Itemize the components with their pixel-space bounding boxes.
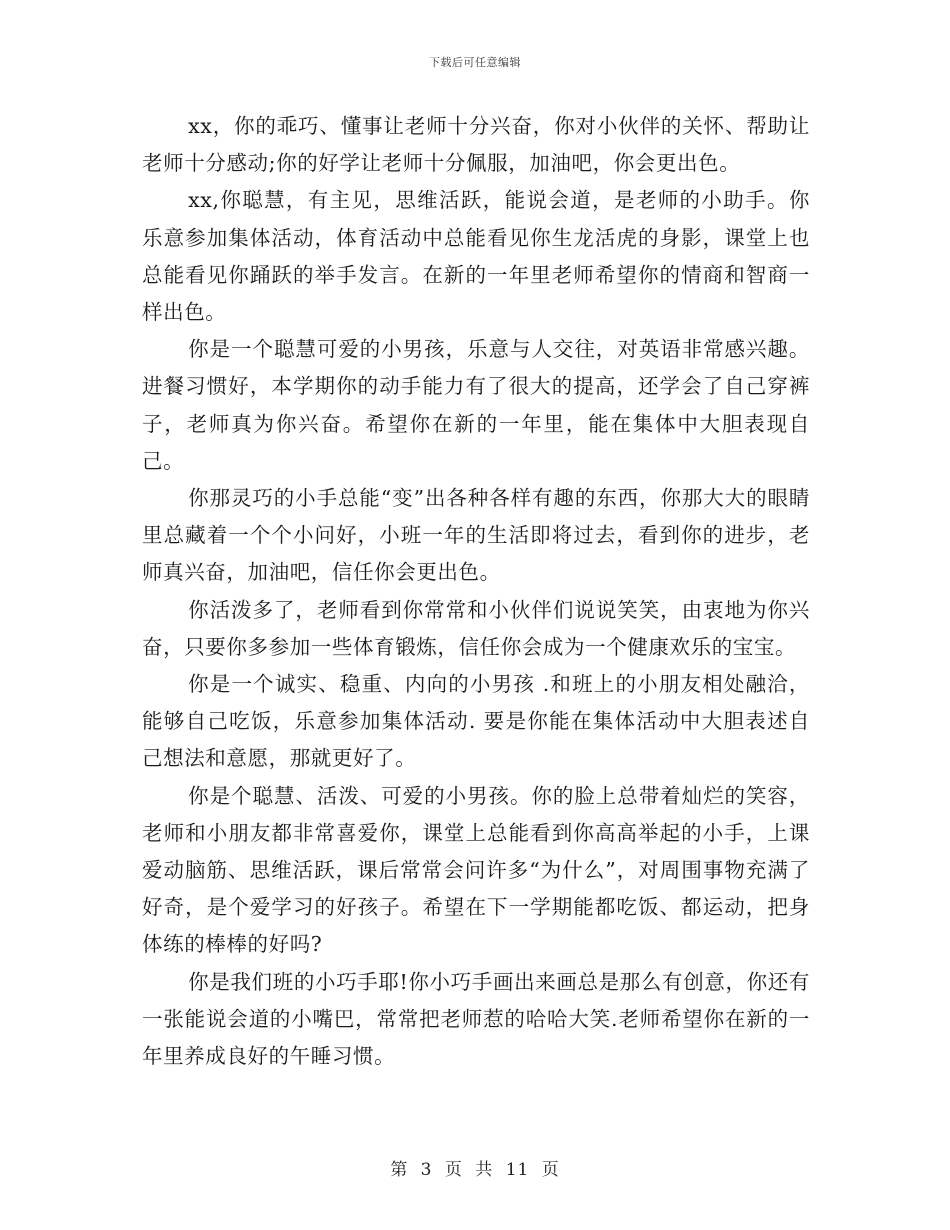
paragraph: 你是一个诚实、稳重、内向的小男孩 .和班上的小朋友相处融洽，能够自己吃饭，乐意参加集体活动. 要是你能在集体活动中大胆表述自己想法和意愿，那就更好了。 — [142, 672, 810, 771]
page-footer: 第 3 页 共 11 页 — [390, 1160, 560, 1180]
paragraph: 你是个聪慧、活泼、可爱的小男孩。你的脸上总带着灿烂的笑容，老师和小朋友都非常喜爱你，课堂上总能看到你高高举起的小手，上课爱动脑筋、思维活跃，课后常常会问许多“为什么”，对周围事物充满了好奇，是个爱学习的好孩子。希望在下一学期能都吃饭、都运动，把身体练的棒棒的好吗? — [142, 783, 810, 957]
paragraph: 你是一个聪慧可爱的小男孩，乐意与人交往，对英语非常感兴趣。进餐习惯好，本学期你的动手能力有了很大的提高，还学会了自己穿裤子，老师真为你兴奋。希望你在新的一年里，能在集体中大胆表现自己。 — [142, 337, 810, 473]
page-header: 下载后可任意编辑 — [429, 56, 521, 69]
paragraph: 你那灵巧的小手总能“变”出各种各样有趣的东西，你那大大的眼睛里总藏着一个个小问好，小班一年的生活即将过去，看到你的进步，老师真兴奋，加油吧，信任你会更出色。 — [142, 486, 810, 585]
paragraph: 你是我们班的小巧手耶!你小巧手画出来画总是那么有创意，你还有一张能说会道的小嘴巴，常常把老师惹的哈哈大笑.老师希望你在新的一年里养成良好的午睡习惯。 — [142, 969, 810, 1069]
paragraph: xx，你的乖巧、懂事让老师十分兴奋，你对小伙伴的关怀、帮助让老师十分感动;你的好学让老师十分佩服，加油吧，你会更出色。 — [142, 114, 810, 176]
document-body — [142, 108, 810, 1075]
paragraph: xx,你聪慧，有主见，思维活跃，能说会道，是老师的小助手。你乐意参加集体活动，体育活动中总能看见你生龙活虎的身影，课堂上也总能看见你踊跃的举手发言。在新的一年里老师希望你的情商和智商一样出色。 — [142, 188, 810, 325]
paragraph: 你活泼多了，老师看到你常常和小伙伴们说说笑笑，由衷地为你兴奋，只要你多参加一些体育锻炼，信任你会成为一个健康欢乐的宝宝。 — [142, 597, 810, 659]
